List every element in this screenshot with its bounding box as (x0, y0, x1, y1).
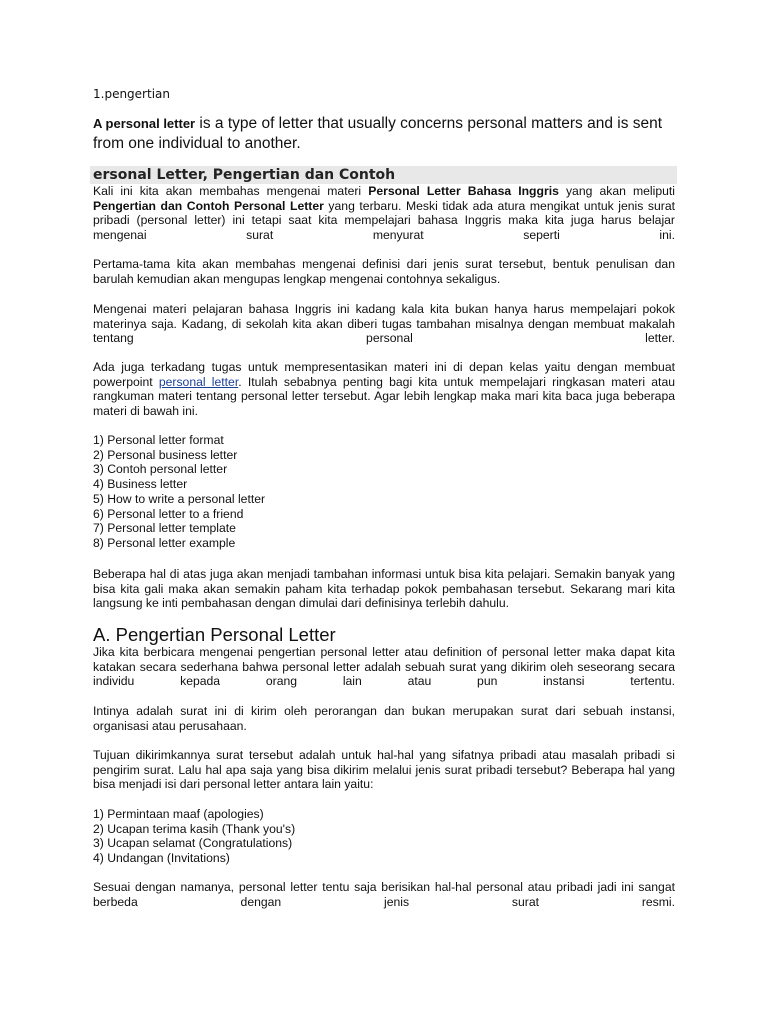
paragraph-1 (93, 184, 675, 242)
paragraph-9: Sesuai dengan namanya, personal letter tentu saja berisikan hal-hal personal atau pribadi jadi ini sangat berbeda dengan jenis surat resmi. (93, 880, 675, 909)
list-item: 2) Ucapan terima kasih (Thank you's) (93, 821, 296, 836)
topic-list (93, 433, 675, 551)
content-list (93, 807, 675, 866)
list-item: 1) Permintaan maaf (apologies) (93, 807, 264, 821)
p4-text-2: . Itulah sebabnya penting bagi kita untuk mempelajari ringkasan materi atau rangkuman materi tentang personal letter tersebut. Agar lebih lengkap maka mari kita baca juga beberapa materi di bawah ini. (93, 374, 676, 418)
paragraph-7: Intinya adalah surat ini di kirim oleh perorangan dan bukan merupakan surat dari sebuah instansi, organisasi atau perusahaan. (93, 704, 675, 733)
paragraph-6: Jika kita berbicara mengenai pengertian personal letter atau definition of personal letter maka dapat kita katakan secara sederhana bahwa personal letter adalah sebuah surat yang dikirim oleh seseorang secara individu kepada orang lain atau pun instansi tertentu. (93, 645, 675, 689)
section-a-heading: A. Pengertian Personal Letter (93, 624, 336, 645)
list-item: 1) Personal letter format (93, 433, 224, 447)
paragraph-4 (93, 360, 675, 418)
intro-bold-term: A personal letter (93, 116, 196, 131)
paragraph-2: Pertama-tama kita akan membahas mengenai definisi dari jenis surat tersebut, bentuk penulisan dan barulah kemudian akan mengupas lengkap mengenai contohnya sekaligus. (93, 257, 675, 286)
section-title: ersonal Letter, Pengertian dan Contoh (93, 167, 396, 183)
paragraph-8: Tujuan dikirimkannya surat tersebut adalah untuk hal-hal yang sifatnya pribadi atau masalah pribadi si pengirim surat. Lalu hal apa saja yang bisa dikirim melalui jenis surat pribadi tersebut? Beberapa hal yang bisa menjadi isi dari personal letter antara lain yaitu: (93, 748, 675, 792)
list-item: 7) Personal letter template (93, 521, 236, 536)
list-item: 2) Personal business letter (93, 447, 238, 462)
list-item: 4) Business letter (93, 477, 188, 492)
p1-bold-1: Personal Letter Bahasa Inggris (368, 184, 559, 198)
numbered-heading: 1.pengertian (93, 87, 170, 101)
p1-bold-2: Pengertian dan Contoh Personal Letter (93, 198, 324, 213)
p1-text-3: yang terbaru. Meski tidak ada atura mengikat untuk jenis surat pribadi (personal letter) ini tetapi saat kita mempelajari bahasa Inggris maka kita juga harus belajar mengenai surat menyurat seperti ini. (93, 198, 675, 242)
personal-letter-link[interactable]: personal letter (158, 374, 239, 389)
list-item: 3) Ucapan selamat (Congratulations) (93, 836, 293, 851)
paragraph-3: Mengenai materi pelajaran bahasa Inggris ini kadang kala kita bukan hanya harus mempelajari pokok materinya saja. Kadang, di sekolah kita akan diberi tugas tambahan misalnya dengan membuat makalah tentang personal letter. (93, 302, 675, 346)
list-item: 5) How to write a personal letter (93, 491, 266, 506)
paragraph-5: Beberapa hal di atas juga akan menjadi tambahan informasi untuk bisa kita pelajari. Semakin banyak yang bisa kita gali maka akan semakin paham kita terhadap pokok pembahasan tersebut. Sekarang mari kita langsung ke inti pembahasan dengan dimulai dari definisinya terlebih dahulu. (93, 567, 675, 611)
list-item: 6) Personal letter to a friend (93, 506, 244, 521)
intro-text: is a type of letter that usually concerns personal matters and is sent from one individual to another. (93, 115, 663, 152)
intro-paragraph (93, 114, 683, 154)
p1-text-2: yang akan meliputi (558, 184, 675, 198)
p1-text-1: Kali ini kita akan membahas mengenai materi (93, 184, 369, 198)
p4-text-1: Ada juga terkadang tugas untuk mempresentasikan materi ini di depan kelas yaitu dengan membuat powerpoint (93, 360, 675, 389)
list-item: 8) Personal letter example (93, 535, 236, 550)
list-item: 3) Contoh personal letter (93, 462, 228, 477)
list-item: 4) Undangan (Invitations) (93, 851, 230, 866)
